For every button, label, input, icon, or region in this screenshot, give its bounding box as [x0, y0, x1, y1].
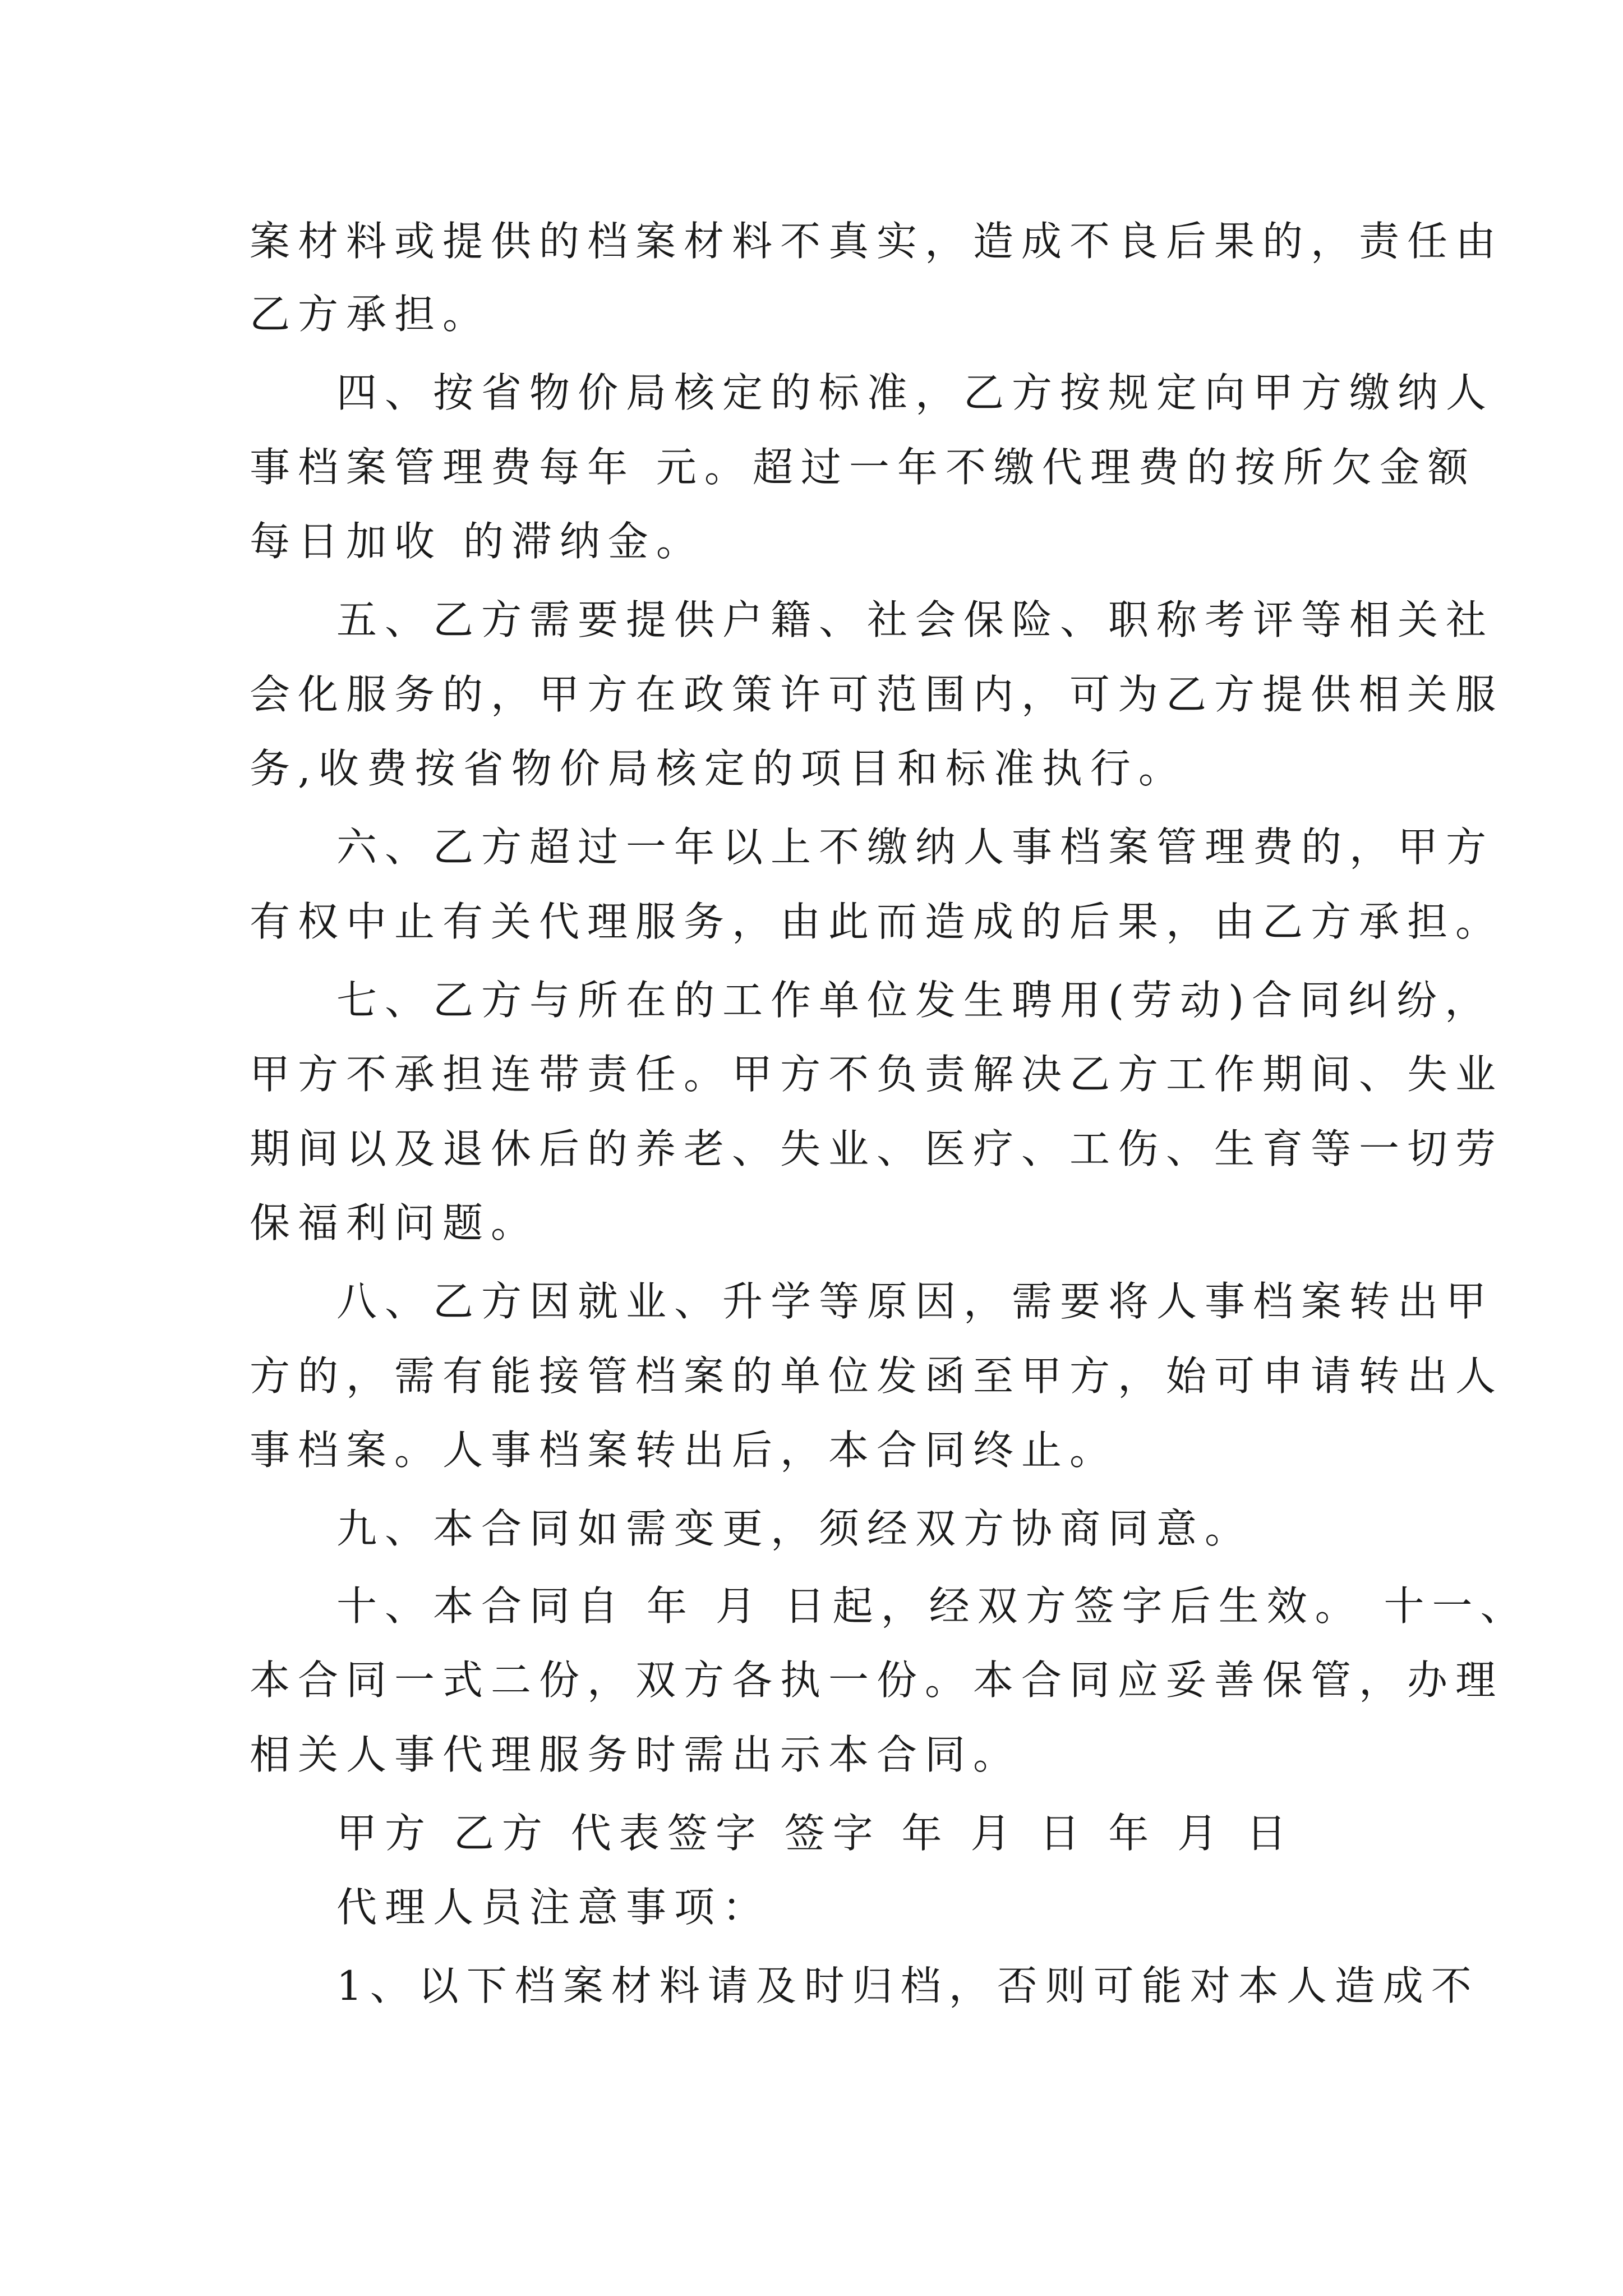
- paragraph-4-line: 四、按省物价局核定的标准，乙方按规定向甲方缴纳人: [336, 369, 1495, 416]
- text-line: 有权中止有关代理服务，由此而造成的后果，由乙方承担。: [250, 898, 1504, 945]
- text-line: 甲方不承担连带责任。甲方不负责解决乙方工作期间、失业: [250, 1051, 1504, 1098]
- text-line: 相关人事代理服务时需出示本合同。: [250, 1731, 1022, 1778]
- paragraph-10-line: 十、本合同自 年 月 日起，经双方签字后生效。 十一、: [336, 1582, 1529, 1630]
- text-line: 保福利问题。: [250, 1199, 540, 1246]
- text-line: 期间以及退休后的养老、失业、医疗、工伤、生育等一切劳: [250, 1125, 1504, 1172]
- text-line: 本合同一式二份，双方各执一份。本合同应妥善保管，办理: [250, 1657, 1504, 1704]
- text-line: 事档案管理费每年 元。超过一年不缴代理费的按所欠金额: [250, 444, 1476, 491]
- paragraph-7-line: 七、乙方与所在的工作单位发生聘用(劳动)合同纠纷，: [336, 977, 1493, 1024]
- paragraph-6-line: 六、乙方超过一年以上不缴纳人事档案管理费的，甲方: [336, 823, 1495, 871]
- paragraph-8-line: 八、乙方因就业、升学等原因，需要将人事档案转出甲: [336, 1278, 1495, 1325]
- text-line: 务,收费按省物价局核定的项目和标准执行。: [250, 745, 1187, 792]
- note-item-1: 1、以下档案材料请及时归档，否则可能对本人造成不: [336, 1962, 1479, 2009]
- text-line: 乙方承担。: [250, 291, 491, 338]
- text-line: 每日加收 的滞纳金。: [250, 518, 704, 565]
- text-line: 案材料或提供的档案材料不真实，造成不良后果的，责任由: [250, 218, 1504, 265]
- text-line: 事档案。人事档案转出后，本合同终止。: [250, 1427, 1118, 1474]
- paragraph-5-line: 五、乙方需要提供户籍、社会保险、职称考评等相关社: [336, 596, 1495, 643]
- paragraph-9-line: 九、本合同如需变更，须经双方协商同意。: [336, 1505, 1253, 1552]
- signature-line: 甲方 乙方 代表签字 签字 年 月 日 年 月 日: [336, 1810, 1294, 1857]
- text-line: 会化服务的，甲方在政策许可范围内，可为乙方提供相关服: [250, 671, 1504, 718]
- text-line: 方的，需有能接管档案的单位发函至甲方，始可申请转出人: [250, 1352, 1504, 1400]
- notes-heading: 代理人员注意事项：: [336, 1884, 771, 1931]
